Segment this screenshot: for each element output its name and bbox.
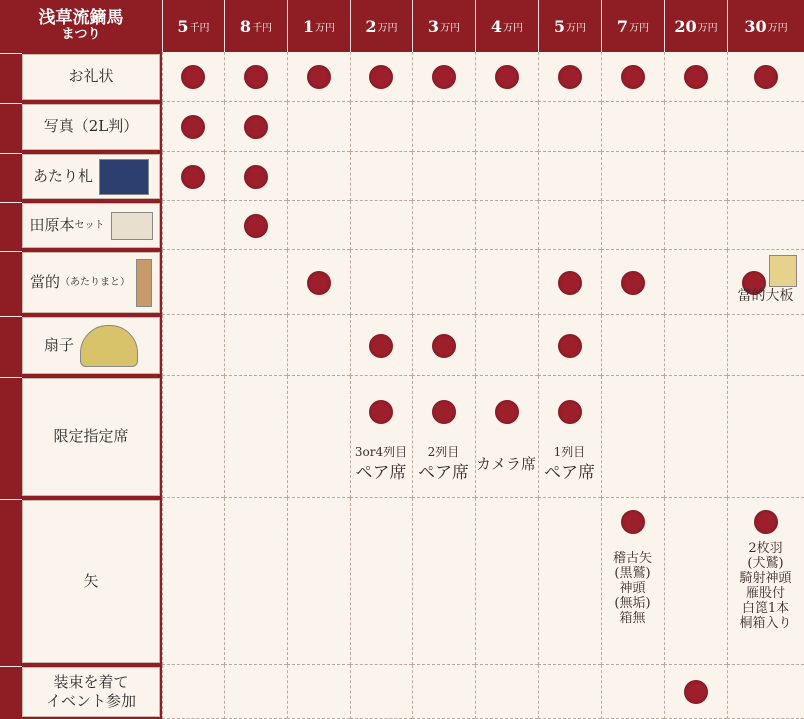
- sidebar-tick: [0, 153, 22, 154]
- table-cell: [538, 152, 601, 201]
- price-number: 8: [239, 16, 252, 36]
- included-dot: [558, 400, 582, 424]
- table-cell: [475, 376, 538, 498]
- table-cell: [162, 498, 224, 665]
- included-dot: [181, 115, 205, 139]
- included-dot: [558, 271, 582, 295]
- price-header-3: [287, 0, 350, 52]
- price-header-9: [664, 0, 727, 52]
- row-label-3: [22, 154, 160, 199]
- table-cell: [727, 665, 804, 719]
- table-cell: [475, 498, 538, 665]
- price-number: 1: [302, 16, 315, 36]
- table-cell: [287, 498, 350, 665]
- included-dot: [181, 165, 205, 189]
- table-cell: [287, 152, 350, 201]
- table-cell: [224, 376, 287, 498]
- sidebar-tick: [0, 499, 22, 500]
- table-cell: [601, 665, 664, 719]
- table-cell: [412, 102, 475, 152]
- price-number: 5: [553, 16, 566, 36]
- table-cell: [475, 201, 538, 250]
- table-cell: [727, 152, 804, 201]
- price-header-7: [538, 0, 601, 52]
- included-dot: [307, 65, 331, 89]
- included-dot: [244, 115, 268, 139]
- table-cell: [727, 201, 804, 250]
- table-cell: [162, 665, 224, 719]
- price-number: 3: [427, 16, 440, 36]
- price-number: 30: [744, 16, 767, 36]
- price-number: 7: [616, 16, 629, 36]
- included-dot: [558, 65, 582, 89]
- price-header-2: [224, 0, 287, 52]
- table-cell: [475, 102, 538, 152]
- row-label-text: 當的: [29, 272, 60, 291]
- table-cell: [538, 665, 601, 719]
- row-label-text: お礼状: [68, 67, 114, 86]
- table-cell: [287, 376, 350, 498]
- table-cell: [350, 250, 412, 315]
- table-cell: [727, 376, 804, 498]
- row-label-text: 写真（2L判）: [43, 117, 139, 136]
- table-cell: [475, 250, 538, 315]
- seat-3man-pair: ペア席: [418, 463, 469, 483]
- tawaramoto-set-image: [111, 212, 153, 240]
- table-cell: [162, 201, 224, 250]
- row-label-6: [22, 317, 160, 374]
- price-header-5: [412, 0, 475, 52]
- price-unit: 万円: [503, 22, 524, 34]
- seat-3man-rows: 2列目: [427, 445, 460, 459]
- included-dot: [369, 334, 393, 358]
- price-unit: 万円: [767, 22, 788, 34]
- row-label-2: [22, 104, 160, 150]
- included-dot: [684, 680, 708, 704]
- table-cell: [538, 102, 601, 152]
- table-cell: [601, 152, 664, 201]
- sidebar-tick: [0, 53, 22, 54]
- row-label-1: [22, 54, 160, 100]
- table-cell: [601, 315, 664, 376]
- table-cell: [601, 102, 664, 152]
- table-cell: [412, 201, 475, 250]
- table-cell: [475, 152, 538, 201]
- table-cell: [162, 376, 224, 498]
- table-cell: [412, 250, 475, 315]
- included-dot: [244, 214, 268, 238]
- row-label-8: [22, 500, 160, 663]
- sidebar-tick: [0, 103, 22, 104]
- included-dot: [621, 510, 645, 534]
- table-cell: [664, 152, 727, 201]
- table-cell: [224, 498, 287, 665]
- included-dot: [495, 400, 519, 424]
- included-dot: [558, 334, 582, 358]
- folding-fan-image: [80, 325, 138, 367]
- price-unit: 千円: [189, 22, 210, 34]
- table-cell: [287, 201, 350, 250]
- included-dot: [684, 65, 708, 89]
- included-dot: [369, 400, 393, 424]
- table-cell: [287, 665, 350, 719]
- table-cell: [601, 201, 664, 250]
- row-label-4: [22, 203, 160, 248]
- big-target-note: 當的大板: [737, 288, 794, 304]
- row-label-5: [22, 252, 160, 313]
- table-cell: [287, 102, 350, 152]
- price-number: 4: [490, 16, 503, 36]
- row-label-text: 限定指定席: [53, 427, 129, 446]
- table-cell: [664, 250, 727, 315]
- row-label-text: 田原本: [29, 215, 75, 234]
- price-unit: 万円: [440, 22, 461, 34]
- table-cell: [664, 201, 727, 250]
- table-cell: [475, 315, 538, 376]
- price-unit: 万円: [566, 22, 587, 34]
- price-unit: 千円: [252, 22, 273, 34]
- sidebar-tick: [0, 202, 22, 203]
- table-cell: [350, 665, 412, 719]
- table-cell: [664, 376, 727, 498]
- row-label-text: 矢: [83, 571, 99, 590]
- price-header-10: [727, 0, 804, 52]
- table-cell: [601, 376, 664, 498]
- price-unit: 万円: [377, 22, 398, 34]
- included-dot: [244, 65, 268, 89]
- price-number: 2: [365, 16, 377, 36]
- table-cell: [412, 498, 475, 665]
- table-cell: [350, 102, 412, 152]
- row-label-text: 装束を着て イベント参加: [45, 672, 136, 710]
- table-cell: [664, 315, 727, 376]
- table-cell: [350, 201, 412, 250]
- table-cell: [664, 102, 727, 152]
- logo: [0, 0, 162, 52]
- table-cell: [224, 315, 287, 376]
- included-dot: [244, 165, 268, 189]
- row-label-7: [22, 378, 160, 496]
- table-cell: [350, 498, 412, 665]
- table-cell: [727, 315, 804, 376]
- table-cell: [727, 102, 804, 152]
- row-label-text: あたり札: [32, 166, 93, 185]
- price-header-4: [350, 0, 412, 52]
- included-dot: [432, 400, 456, 424]
- arrow-7man-note: 稽古矢 (黒鷲) 神頭 (無垢) 箱無: [612, 551, 652, 626]
- table-cell: [412, 152, 475, 201]
- table-cell: [538, 201, 601, 250]
- price-header-1: [162, 0, 224, 52]
- logo-text: [39, 10, 124, 41]
- price-header-8: [601, 0, 664, 52]
- seat-5man-pair: ペア席: [544, 463, 595, 483]
- included-dot: [621, 271, 645, 295]
- sidebar-tick: [0, 666, 22, 667]
- big-target-image: [769, 255, 797, 287]
- row-label-9: [22, 667, 160, 717]
- sidebar-tick: [0, 316, 22, 317]
- table-cell: [224, 665, 287, 719]
- included-dot: [432, 334, 456, 358]
- price-unit: 万円: [629, 22, 650, 34]
- included-dot: [754, 65, 778, 89]
- table-cell: [162, 315, 224, 376]
- included-dot: [307, 271, 331, 295]
- seat-4man-camera: カメラ席: [475, 455, 536, 473]
- included-dot: [181, 65, 205, 89]
- included-dot: [432, 65, 456, 89]
- logo-line-2: まつり: [61, 27, 101, 43]
- atari-mato-image: [136, 259, 152, 307]
- table-cell: [162, 250, 224, 315]
- table-cell: [412, 665, 475, 719]
- table-cell: [287, 315, 350, 376]
- row-label-sub: （あたりまと）: [60, 277, 130, 288]
- sidebar-tick: [0, 251, 22, 252]
- table-cell: [475, 665, 538, 719]
- price-unit: 万円: [697, 22, 718, 34]
- table-cell: [350, 152, 412, 201]
- table-cell: [664, 498, 727, 665]
- table-cell: [538, 498, 601, 665]
- included-dot: [621, 65, 645, 89]
- price-number: 5: [177, 16, 189, 36]
- atari-fuda-image: [99, 159, 149, 195]
- seat-2man-pair: ペア席: [355, 463, 407, 483]
- arrow-30man-note: 2枚羽 (犬鷲) 騎射神頭 雁股付 白箆1本 桐箱入り: [739, 541, 792, 631]
- included-dot: [495, 65, 519, 89]
- row-label-sub: セット: [74, 220, 105, 231]
- price-number: 20: [674, 16, 697, 36]
- row-label-text: 扇子: [43, 335, 74, 354]
- table-cell: [224, 250, 287, 315]
- sidebar-tick: [0, 377, 22, 378]
- price-unit: 万円: [315, 22, 336, 34]
- price-header-6: [475, 0, 538, 52]
- included-dot: [369, 65, 393, 89]
- logo-line-1: 浅草流鏑馬: [38, 8, 124, 29]
- included-dot: [754, 510, 778, 534]
- seat-2man-rows: 3or4列目: [354, 445, 408, 459]
- seat-5man-rows: 1列目: [553, 445, 586, 459]
